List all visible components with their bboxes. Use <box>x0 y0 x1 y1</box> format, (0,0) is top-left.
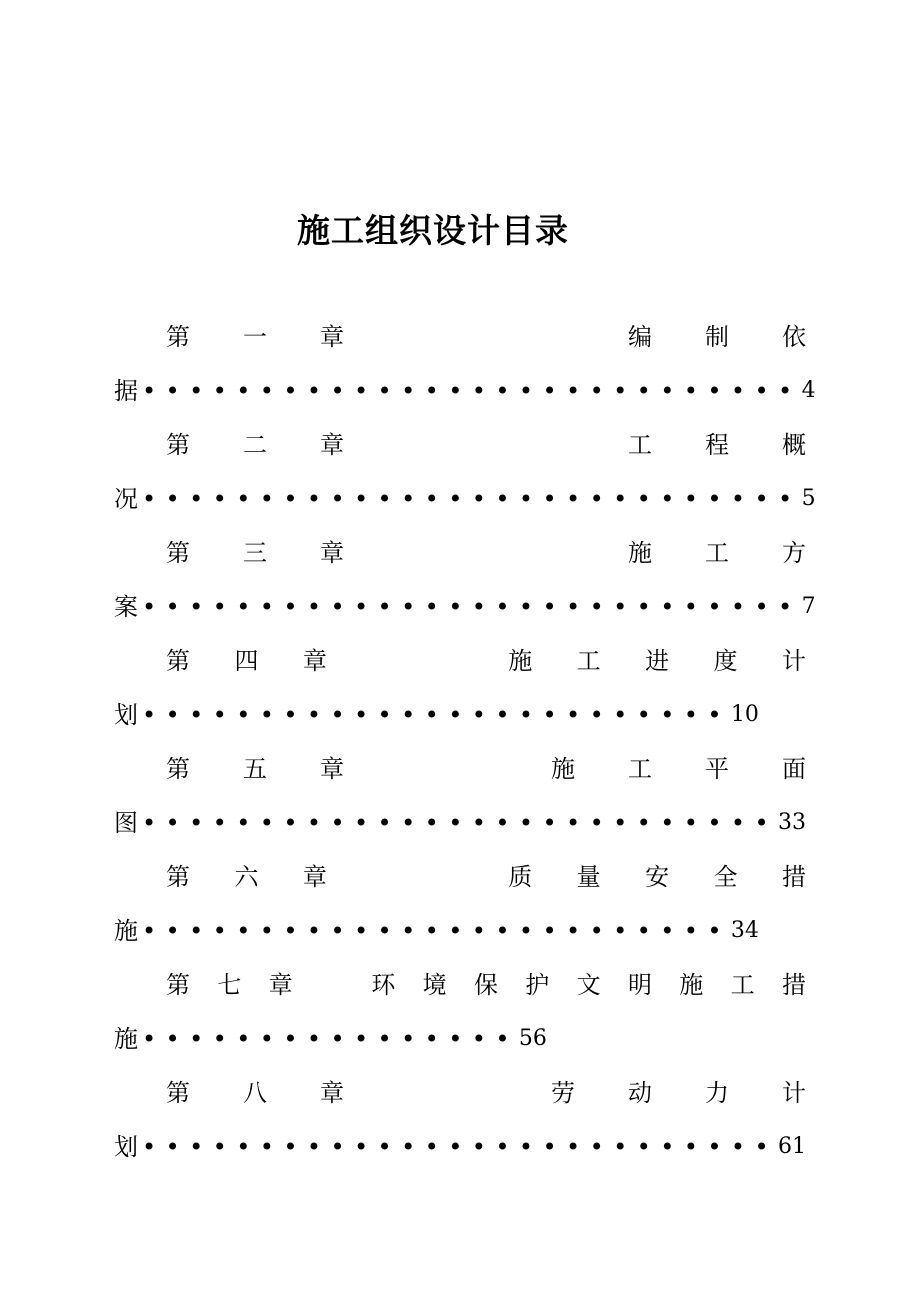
toc-heading-char: 一 <box>243 323 267 351</box>
toc-heading-char: 量 <box>576 863 601 891</box>
toc-heading-char: 五 <box>243 755 267 783</box>
toc-heading-char: 明 <box>627 971 652 999</box>
toc-page-number: 56 <box>518 1026 547 1051</box>
toc-entry-leader-line <box>114 695 759 735</box>
toc-heading-char: 施 <box>679 971 704 999</box>
toc-heading-char: 全 <box>713 863 738 891</box>
toc-heading-char: 章 <box>320 1079 344 1107</box>
toc-page-number: 7 <box>801 594 816 619</box>
toc-heading-char: 章 <box>320 431 344 459</box>
toc-heading-char: 第 <box>166 755 190 783</box>
toc-heading-char: 况 <box>114 485 138 513</box>
toc-heading-char: 二 <box>243 431 267 459</box>
toc-heading-char: 施 <box>508 647 533 675</box>
toc-heading-char: 工 <box>705 539 729 567</box>
toc-entry-heading <box>166 425 806 465</box>
toc-heading-char: 质 <box>508 863 533 891</box>
toc-entry-leader-line <box>114 1127 806 1167</box>
toc-dot-leader: •••••••••••••••••••••••••••• <box>142 485 802 513</box>
toc-heading-char: 第 <box>166 431 190 459</box>
toc-heading-char: 施 <box>628 539 652 567</box>
toc-entry-leader-line <box>114 1019 547 1059</box>
toc-heading-char: 度 <box>713 647 738 675</box>
toc-heading-char: 编 <box>628 323 652 351</box>
toc-heading-char: 力 <box>705 1079 729 1107</box>
toc-heading-char: 章 <box>302 863 327 891</box>
toc-heading-char: 划 <box>114 1133 138 1161</box>
toc-dot-leader: ••••••••••••••••••••••••• <box>142 917 731 945</box>
toc-heading-char: 保 <box>473 971 498 999</box>
page-title: 施工组织设计目录 <box>297 211 569 250</box>
toc-entry-heading <box>166 317 806 357</box>
toc-entry-leader-line <box>114 371 816 411</box>
toc-entry-heading <box>166 1073 806 1113</box>
toc-heading-char: 章 <box>302 647 327 675</box>
toc-heading-char: 章 <box>320 323 344 351</box>
toc-page-number: 34 <box>730 918 759 943</box>
toc-heading-char: 环 <box>371 971 396 999</box>
toc-heading-char: 七 <box>217 971 242 999</box>
toc-heading-char: 计 <box>781 647 806 675</box>
toc-heading-char: 平 <box>705 755 729 783</box>
toc-dot-leader: •••••••••••••••••••••••••••• <box>142 377 802 405</box>
toc-heading-char: 八 <box>243 1079 267 1107</box>
toc-heading-char: 制 <box>705 323 729 351</box>
toc-page-number: 5 <box>801 486 816 511</box>
toc-heading-char: 方 <box>782 539 806 567</box>
toc-heading-char: 据 <box>114 377 138 405</box>
toc-dot-leader: •••••••••••••••••••••••••••• <box>142 593 802 621</box>
toc-heading-char: 章 <box>320 755 344 783</box>
toc-entry-leader-line <box>114 479 816 519</box>
toc-heading-char: 动 <box>628 1079 652 1107</box>
toc-entry-heading <box>166 965 806 1005</box>
toc-entry-heading <box>166 533 806 573</box>
toc-heading-char: 图 <box>114 809 138 837</box>
toc-dot-leader: ••••••••••••••••••••••••••• <box>142 1133 779 1161</box>
toc-entry-heading <box>166 749 806 789</box>
toc-heading-char: 第 <box>166 1079 190 1107</box>
toc-heading-char: 第 <box>166 863 190 891</box>
toc-heading-char: 第 <box>166 323 190 351</box>
toc-heading-char: 安 <box>645 863 670 891</box>
toc-entry-leader-line <box>114 587 816 627</box>
toc-heading-char: 施 <box>551 755 575 783</box>
toc-heading-char: 计 <box>782 1079 806 1107</box>
toc-heading-char: 工 <box>730 971 755 999</box>
toc-heading-char: 程 <box>705 431 729 459</box>
toc-heading-char: 章 <box>320 539 344 567</box>
toc-page-number: 4 <box>801 378 816 403</box>
toc-heading-char: 四 <box>234 647 259 675</box>
toc-dot-leader: ••••••••••••••••••••••••• <box>142 701 731 729</box>
toc-heading-char: 工 <box>628 755 652 783</box>
toc-heading-char: 划 <box>114 701 138 729</box>
toc-heading-char: 案 <box>114 593 138 621</box>
toc-heading-char: 六 <box>234 863 259 891</box>
toc-heading-char: 护 <box>525 971 550 999</box>
toc-page-number: 61 <box>778 1134 807 1159</box>
toc-heading-char: 第 <box>166 971 190 999</box>
toc-heading-char: 第 <box>166 647 190 675</box>
toc-heading-char: 章 <box>268 971 293 999</box>
toc-heading-char: 措 <box>781 971 806 999</box>
toc-page-number: 10 <box>730 702 759 727</box>
toc-heading-char: 劳 <box>551 1079 575 1107</box>
toc-heading-char: 进 <box>645 647 670 675</box>
toc-heading-char: 面 <box>782 755 806 783</box>
toc-heading-char: 境 <box>422 971 447 999</box>
toc-heading-char: 依 <box>782 323 806 351</box>
toc-page-number: 33 <box>778 810 807 835</box>
toc-heading-char: 第 <box>166 539 190 567</box>
toc-heading-char: 三 <box>243 539 267 567</box>
toc-dot-leader: ••••••••••••••••••••••••••• <box>142 809 779 837</box>
toc-heading-char: 文 <box>576 971 601 999</box>
toc-entry-heading <box>166 641 806 681</box>
toc-dot-leader: •••••••••••••••• <box>142 1025 519 1053</box>
toc-entry-leader-line <box>114 911 759 951</box>
toc-heading-char: 工 <box>576 647 601 675</box>
toc-entry-heading <box>166 857 806 897</box>
toc-heading-char: 施 <box>114 917 138 945</box>
toc-heading-char: 措 <box>781 863 806 891</box>
toc-heading-char: 施 <box>114 1025 138 1053</box>
toc-heading-char: 概 <box>782 431 806 459</box>
toc-entry-leader-line <box>114 803 806 843</box>
toc-heading-char: 工 <box>628 431 652 459</box>
